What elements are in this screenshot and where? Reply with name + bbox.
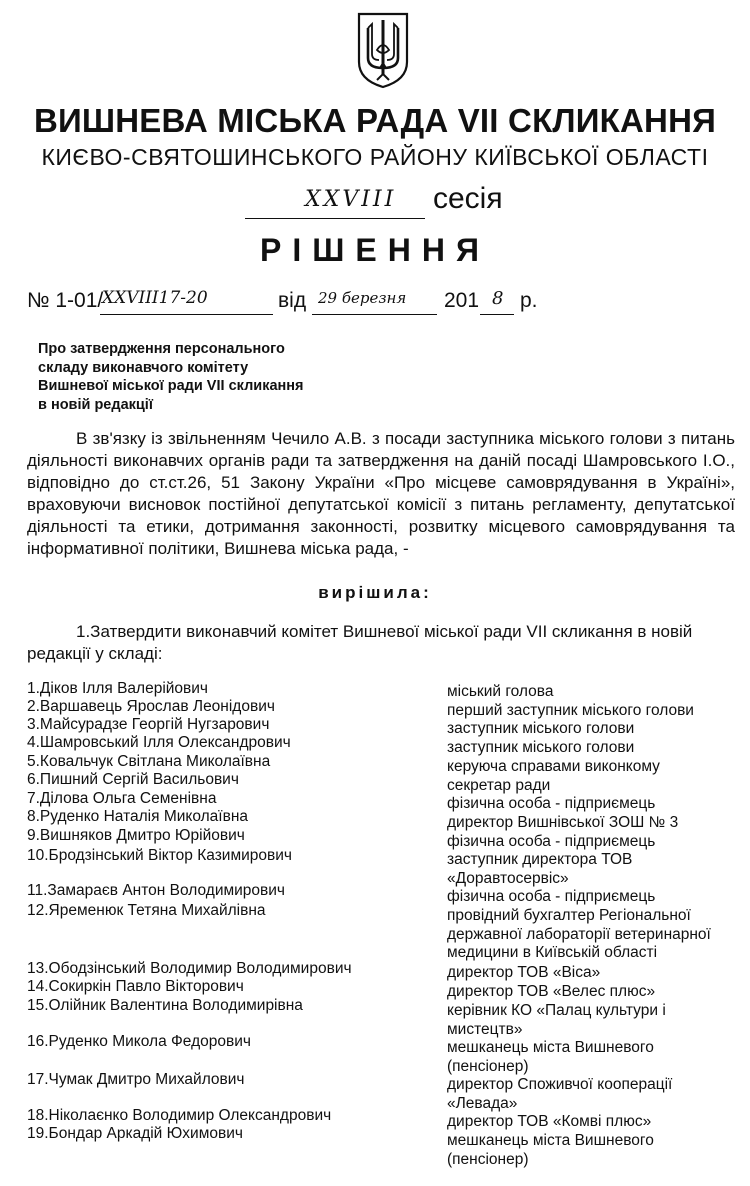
member-role-line: заступник міського голови xyxy=(447,720,635,737)
member-role-line: секретар ради xyxy=(447,777,551,794)
resolved-heading: вирішила: xyxy=(318,583,432,602)
date-prefix: від xyxy=(278,289,307,312)
member-role-line: директор Споживчої кооперації xyxy=(447,1076,673,1093)
member-role-line: керуюча справами виконкому xyxy=(447,758,660,775)
member-role-line: фізична особа - підприємець xyxy=(447,795,656,812)
date-handwritten: 29 березня xyxy=(318,289,407,307)
member-role-line: мешканець міста Вишневого xyxy=(447,1132,654,1149)
member-name: 16.Руденко Микола Федорович xyxy=(27,1033,251,1050)
member-role-line: директор ТОВ «Велес плюс» xyxy=(447,983,656,1000)
member-name: 6.Пишний Сергій Васильович xyxy=(27,771,239,788)
member-role xyxy=(447,777,550,796)
member-role-line: (пенсіонер) xyxy=(447,1057,529,1075)
member-role xyxy=(447,739,634,758)
member-role xyxy=(447,1039,654,1076)
member-name: 8.Руденко Наталія Миколаївна xyxy=(27,808,249,825)
year-prefix: 201 xyxy=(444,289,480,312)
member-role-line: державної лабораторії ветеринарної xyxy=(447,925,711,943)
member-name: 10.Бродзінський Віктор Казимирович xyxy=(27,847,292,864)
member-role-line: директор ТОВ «Віса» xyxy=(447,964,601,981)
member-name: 15.Олійник Валентина Володимирівна xyxy=(27,997,303,1014)
member-role xyxy=(447,795,655,814)
member-role xyxy=(447,1076,672,1113)
member-role xyxy=(447,814,678,833)
decision-number-handwritten: XXVIII17-20 xyxy=(102,288,208,308)
member-name: 11.Замараєв Антон Володимирович xyxy=(27,882,285,899)
member-name: 1.Діков Ілля Валерійович xyxy=(27,680,209,697)
member-role xyxy=(447,683,553,702)
district-subtitle: КИЄВО-СВЯТОШИНСЬКОГО РАЙОНУ КИЇВСЬКОЇ ОБЛАСТІ xyxy=(41,144,709,170)
member-role-line: перший заступник міського голови xyxy=(447,702,694,719)
member-role-line: керівник КО «Палац культури і xyxy=(447,1002,666,1019)
member-role-line: мешканець міста Вишневого xyxy=(447,1039,654,1056)
member-role xyxy=(447,702,694,721)
member-role-line: заступник міського голови xyxy=(447,739,635,756)
member-name: 19.Бондар Аркадій Юхимович xyxy=(27,1125,243,1142)
member-role-line: медицини в Київській області xyxy=(447,944,658,962)
member-role-line: (пенсіонер) xyxy=(447,1150,529,1168)
member-name: 7.Ділова Ольга Семенівна xyxy=(27,790,217,807)
year-suffix: р. xyxy=(520,289,538,312)
member-name: 5.Ковальчук Світлана Миколаївна xyxy=(27,753,271,770)
year-digit-handwritten: 8 xyxy=(492,288,504,309)
member-name: 2.Варшавець Ярослав Леонідович xyxy=(27,698,275,715)
member-role xyxy=(447,1132,654,1169)
member-role-line: фізична особа - підприємець xyxy=(447,888,656,905)
member-role xyxy=(447,720,634,739)
member-role xyxy=(447,1113,651,1132)
member-name: 14.Сокиркін Павло Вікторович xyxy=(27,978,244,995)
member-role-line: директор Вишнівської ЗОШ № 3 xyxy=(447,814,679,831)
member-role-line: міський голова xyxy=(447,683,554,700)
member-role xyxy=(447,758,660,777)
member-role xyxy=(447,833,655,852)
session-number-handwritten: XXVIII xyxy=(305,187,397,212)
member-role-line: директор ТОВ «Комві плюс» xyxy=(447,1113,652,1130)
decision-heading: РІШЕННЯ xyxy=(260,232,490,268)
member-name: 3.Майсурадзе Георгій Нугзарович xyxy=(27,716,270,733)
decision-number-prefix: № 1-01/ xyxy=(27,289,104,312)
member-name: 12.Яременюк Тетяна Михайлівна xyxy=(27,902,266,919)
member-role-line: «Левада» xyxy=(447,1094,518,1112)
member-role xyxy=(447,1002,666,1039)
member-role-line: заступник директора ТОВ xyxy=(447,851,633,868)
coat-of-arms-icon xyxy=(355,10,411,90)
member-role-line: провідний бухгалтер Регіональної xyxy=(447,907,691,924)
member-name: 13.Ободзінський Володимир Володимирович xyxy=(27,960,352,977)
member-role xyxy=(447,983,655,1002)
session-label: сесія xyxy=(433,182,503,215)
member-name: 17.Чумак Дмитро Михайлович xyxy=(27,1071,245,1088)
item-1-paragraph: 1.Затвердити виконавчий комітет Вишневої міської ради VII скликання в новій редакції у складі: xyxy=(27,622,693,663)
member-name: 4.Шамровський Ілля Олександрович xyxy=(27,734,291,751)
member-role-line: «Доравтосервіс» xyxy=(447,869,569,887)
member-role-line: фізична особа - підприємець xyxy=(447,833,656,850)
decision-subject: Про затвердження персонального складу виконавчого комітету Вишневої міської ради VII скликання в новій редакції xyxy=(38,341,304,413)
member-name: 9.Вишняков Дмитро Юрійович xyxy=(27,827,245,844)
council-title: ВИШНЕВА МІСЬКА РАДА VII СКЛИКАННЯ xyxy=(33,102,717,139)
member-name: 18.Ніколаєнко Володимир Олександрович xyxy=(27,1107,332,1124)
member-role xyxy=(447,851,632,888)
member-role xyxy=(447,907,711,963)
preamble-paragraph: В зв'язку із звільненням Чечило А.В. з посади заступника міського голови з питань діяльності виконавчих органів ради та затвердження на даній посаді Шамровського І.О., відповідно до ст.ст.26, 51 Закону України «Про місцеве самоврядування в Україні», враховуючи висновок постійної депутатської комісії з питань регламенту, депутатської діяльності та етики, дотримання законності, розвитку місцевого самоврядування та інформативної політики, Вишнева міська рада, - xyxy=(27,429,735,558)
member-role xyxy=(447,888,655,907)
member-role xyxy=(447,964,600,983)
member-role-line: мистецтв» xyxy=(447,1020,523,1038)
